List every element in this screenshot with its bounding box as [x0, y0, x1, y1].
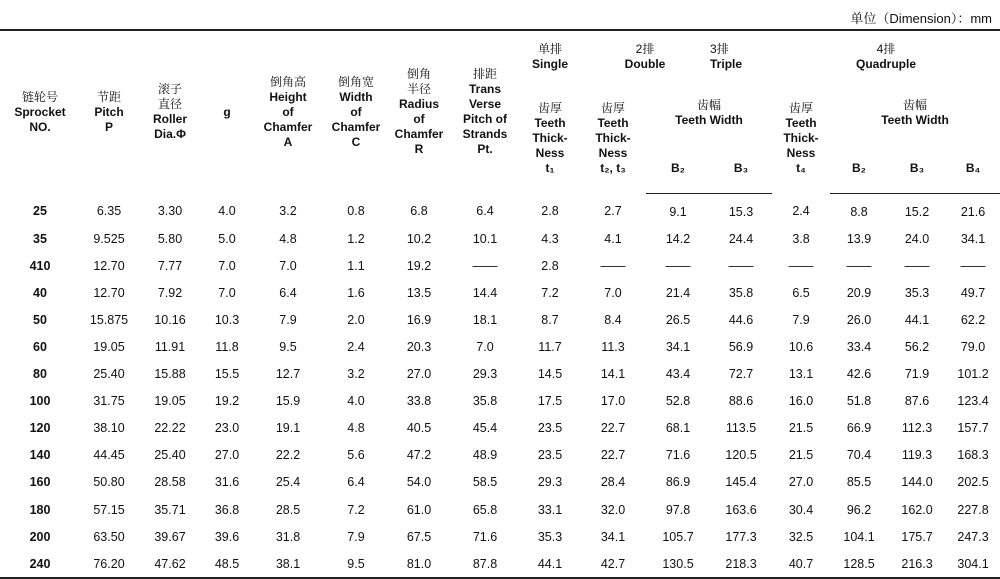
table-cell: 44.1	[537, 556, 563, 571]
table-cell: 87.6	[904, 394, 930, 409]
table-cell: 67.5	[406, 529, 432, 544]
table-cell: 19.1	[275, 421, 301, 436]
table-cell: 71.6	[472, 529, 498, 544]
table-cell: 39.6	[214, 529, 240, 544]
table-cell: 79.0	[960, 340, 986, 355]
table-cell: 6.4	[476, 204, 494, 219]
table-cell: 56.9	[728, 340, 754, 355]
table-cell: 9.5	[279, 340, 297, 355]
table-cell: 12.70	[93, 258, 125, 273]
table-cell: ——	[788, 258, 814, 273]
table-cell: 56.2	[904, 340, 930, 355]
table-cell: 216.3	[901, 556, 933, 571]
table-cell: 177.3	[725, 529, 757, 544]
table-cell: 7.0	[218, 285, 236, 300]
table-cell: 123.4	[957, 394, 989, 409]
table-cell: 66.9	[846, 421, 872, 436]
table-cell: 16.9	[406, 312, 432, 327]
table-cell: 101.2	[957, 367, 989, 382]
table-cell: 12.7	[275, 367, 301, 382]
table-cell: 30.4	[788, 502, 814, 517]
table-cell: 23.5	[537, 448, 563, 463]
table-cell: 31.8	[275, 529, 301, 544]
header-thickness-t4: 齿厚 Teeth Thick- Ness t₄	[783, 100, 819, 175]
table-cell: 1.6	[347, 285, 365, 300]
table-cell: 27.0	[214, 448, 240, 463]
table-cell: 18.1	[472, 312, 498, 327]
table-cell: 5.80	[157, 231, 183, 246]
table-cell: 15.3	[728, 204, 754, 219]
table-row	[0, 279, 1000, 306]
table-cell: 14.4	[472, 285, 498, 300]
table-cell: 76.20	[93, 556, 125, 571]
table-cell: 145.4	[725, 475, 757, 490]
table-cell: ——	[960, 258, 986, 273]
table-cell: 9.525	[93, 231, 125, 246]
header-pitch: 节距 Pitch P	[94, 89, 124, 134]
sprocket-no-cell: 60	[33, 340, 47, 355]
table-cell: 34.1	[665, 340, 691, 355]
table-cell: 57.15	[93, 502, 125, 517]
table-cell: 5.6	[347, 448, 365, 463]
table-cell: 22.2	[275, 448, 301, 463]
table-cell: 5.0	[218, 231, 236, 246]
header-sprocket-no: 链轮号 Sprocket NO.	[14, 89, 66, 134]
table-cell: 22.7	[600, 448, 626, 463]
header-b2: B₂	[646, 143, 710, 194]
table-cell: 15.88	[154, 367, 186, 382]
table-cell: 51.8	[846, 394, 872, 409]
table-cell: ——	[665, 258, 691, 273]
header-triple: 3排 Triple	[710, 42, 743, 71]
table-cell: 10.1	[472, 231, 498, 246]
table-cell: 47.2	[406, 448, 432, 463]
sprocket-no-cell: 35	[33, 231, 47, 246]
table-cell: 8.7	[541, 312, 559, 327]
table-row	[0, 496, 1000, 523]
table-cell: 28.4	[600, 475, 626, 490]
table-cell: 45.4	[472, 421, 498, 436]
table-cell: 24.0	[904, 231, 930, 246]
table-row	[0, 225, 1000, 252]
table-cell: 19.05	[93, 340, 125, 355]
table-cell: 15.875	[89, 312, 129, 327]
table-cell: 48.5	[214, 556, 240, 571]
table-cell: 26.0	[846, 312, 872, 327]
header-teeth-width-quad: 齿幅 Teeth Width	[881, 98, 949, 127]
header-thickness-t2-t3: 齿厚 Teeth Thick- Ness t₂, t₃	[595, 100, 631, 175]
table-cell: 68.1	[665, 421, 691, 436]
table-cell: 35.71	[154, 502, 186, 517]
table-cell: 10.3	[214, 312, 240, 327]
table-cell: ——	[846, 258, 872, 273]
table-cell: 113.5	[725, 421, 757, 436]
table-cell: 21.5	[788, 448, 814, 463]
header-single: 单排 Single	[531, 42, 568, 71]
table-cell: 54.0	[406, 475, 432, 490]
table-cell: 4.1	[604, 231, 622, 246]
table-cell: 23.0	[214, 421, 240, 436]
table-cell: 13.1	[788, 367, 814, 382]
table-cell: 28.5	[275, 502, 301, 517]
table-cell: 7.2	[347, 502, 365, 517]
table-cell: 2.4	[792, 204, 810, 219]
table-cell: 21.5	[788, 421, 814, 436]
table-cell: 7.0	[476, 340, 494, 355]
table-cell: 10.2	[406, 231, 432, 246]
table-cell: 23.5	[537, 421, 563, 436]
table-cell: 49.7	[960, 285, 986, 300]
header-quad-b3: B₃	[888, 143, 946, 194]
table-cell: 8.4	[604, 312, 622, 327]
table-cell: 4.0	[218, 204, 236, 219]
table-cell: 7.0	[279, 258, 297, 273]
table-cell: 17.5	[537, 394, 563, 409]
table-cell: 11.3	[601, 340, 625, 355]
table-cell: 42.6	[846, 367, 872, 382]
table-cell: 1.1	[347, 258, 365, 273]
table-row	[0, 333, 1000, 360]
table-cell: 31.6	[214, 475, 240, 490]
table-cell: 2.4	[347, 340, 365, 355]
table-cell: 11.7	[538, 340, 562, 355]
sprocket-no-cell: 25	[33, 204, 47, 219]
table-cell: 32.0	[600, 502, 626, 517]
table-cell: 7.77	[157, 258, 183, 273]
table-cell: 3.2	[347, 367, 365, 382]
table-cell: 26.5	[665, 312, 691, 327]
table-cell: 85.5	[846, 475, 872, 490]
table-cell: 17.0	[600, 394, 626, 409]
table-cell: 50.80	[93, 475, 125, 490]
table-cell: 14.1	[600, 367, 626, 382]
sprocket-no-cell: 200	[29, 529, 51, 544]
sprocket-no-cell: 160	[29, 475, 51, 490]
table-row	[0, 550, 1000, 578]
table-cell: 44.1	[904, 312, 930, 327]
header-teeth-width-double: 齿幅 Teeth Width	[675, 98, 743, 127]
table-cell: 36.8	[214, 502, 240, 517]
table-cell: 14.5	[537, 367, 563, 382]
table-cell: 24.4	[728, 231, 754, 246]
sprocket-no-cell: 410	[29, 258, 51, 273]
table-cell: 13.9	[846, 231, 872, 246]
table-cell: 120.5	[725, 448, 757, 463]
table-cell: 0.8	[347, 204, 365, 219]
table-row	[0, 252, 1000, 279]
unit-note: 单位（Dimension）：mm	[850, 11, 992, 26]
table-row	[0, 194, 1000, 226]
table-cell: 42.7	[600, 556, 626, 571]
table-cell: 47.62	[154, 556, 186, 571]
table-cell: 40.7	[788, 556, 814, 571]
sprocket-no-cell: 140	[29, 448, 51, 463]
table-cell: 25.4	[275, 475, 301, 490]
sprocket-no-cell: 180	[29, 502, 51, 517]
table-cell: ——	[728, 258, 754, 273]
table-cell: 16.0	[788, 394, 814, 409]
table-cell: 35.8	[472, 394, 498, 409]
table-cell: 31.75	[93, 394, 125, 409]
table-cell: 6.35	[96, 204, 122, 219]
table-cell: 3.8	[792, 231, 810, 246]
table-cell: 119.3	[901, 448, 933, 463]
table-cell: 162.0	[901, 502, 933, 517]
header-double: 2排 Double	[624, 42, 666, 71]
table-cell: 2.0	[347, 312, 365, 327]
table-cell: 4.8	[347, 421, 365, 436]
table-cell: 157.7	[957, 421, 989, 436]
table-cell: 7.2	[541, 285, 559, 300]
header-quadruple: 4排 Quadruple	[856, 42, 917, 71]
header-width-chamfer: 倒角宽 Width of Chamfer C	[331, 74, 381, 149]
table-cell: 7.9	[792, 312, 810, 327]
table-cell: 9.1	[669, 204, 687, 219]
table-cell: 7.92	[157, 285, 183, 300]
table-row	[0, 388, 1000, 415]
table-cell: 44.45	[93, 448, 125, 463]
table-cell: 304.1	[957, 556, 989, 571]
table-cell: 72.7	[728, 367, 754, 382]
table-cell: ——	[472, 258, 498, 273]
table-cell: 96.2	[846, 502, 872, 517]
table-cell: 22.22	[154, 421, 186, 436]
table-cell: 1.2	[347, 231, 365, 246]
table-cell: 6.8	[410, 204, 428, 219]
table-cell: 4.3	[541, 231, 559, 246]
table-cell: 218.3	[725, 556, 757, 571]
table-row	[0, 306, 1000, 333]
table-cell: 28.58	[154, 475, 186, 490]
table-cell: 130.5	[662, 556, 694, 571]
table-cell: 33.8	[406, 394, 432, 409]
table-cell: 63.50	[93, 529, 125, 544]
table-cell: 128.5	[843, 556, 875, 571]
table-cell: 21.4	[665, 285, 691, 300]
table-cell: 61.0	[406, 502, 432, 517]
table-cell: 70.4	[846, 448, 872, 463]
table-cell: 2.8	[541, 258, 559, 273]
table-cell: 25.40	[154, 448, 186, 463]
table-cell: 20.9	[846, 285, 872, 300]
table-cell: 104.1	[843, 529, 875, 544]
header-b3: B₃	[710, 143, 772, 194]
table-cell: 15.9	[275, 394, 301, 409]
table-cell: 88.6	[728, 394, 754, 409]
table-row	[0, 361, 1000, 388]
table-cell: 34.1	[960, 231, 986, 246]
header-thickness-t1: 齿厚 Teeth Thick- Ness t₁	[532, 100, 568, 175]
table-cell: 39.67	[154, 529, 186, 544]
table-cell: 3.30	[157, 204, 183, 219]
table-cell: 4.0	[347, 394, 365, 409]
table-cell: 29.3	[537, 475, 563, 490]
sprocket-no-cell: 80	[33, 367, 47, 382]
sprocket-dimension-table	[0, 29, 1000, 579]
table-cell: 12.70	[93, 285, 125, 300]
table-cell: 71.6	[665, 448, 691, 463]
table-cell: 86.9	[665, 475, 691, 490]
table-cell: 35.3	[537, 529, 563, 544]
table-row	[0, 469, 1000, 496]
table-cell: 10.16	[154, 312, 186, 327]
table-cell: 15.2	[904, 204, 930, 219]
table-cell: 87.8	[472, 556, 498, 571]
sprocket-no-cell: 40	[33, 285, 47, 300]
table-cell: 52.8	[665, 394, 691, 409]
table-cell: 33.1	[537, 502, 563, 517]
table-cell: 19.05	[154, 394, 186, 409]
table-cell: 6.4	[347, 475, 365, 490]
table-row	[0, 415, 1000, 442]
table-cell: 11.8	[215, 340, 239, 355]
table-cell: 8.8	[850, 204, 868, 219]
table-cell: 6.4	[279, 285, 297, 300]
table-cell: 97.8	[665, 502, 691, 517]
table-cell: 65.8	[472, 502, 498, 517]
table-cell: 6.5	[792, 285, 810, 300]
header-height-chamfer: 倒角高 Height of Chamfer A	[263, 74, 313, 149]
table-cell: 10.6	[788, 340, 814, 355]
sprocket-no-cell: 100	[29, 394, 51, 409]
table-cell: 19.2	[214, 394, 240, 409]
sprocket-no-cell: 240	[29, 556, 51, 571]
table-cell: 81.0	[406, 556, 432, 571]
table-cell: 62.2	[960, 312, 986, 327]
table-cell: 112.3	[901, 421, 933, 436]
sprocket-no-cell: 50	[33, 312, 47, 327]
header-roller-dia: 滚子 直径 Roller Dia.Φ	[152, 82, 187, 142]
table-cell: 43.4	[665, 367, 691, 382]
table-cell: 38.10	[93, 421, 125, 436]
table-cell: 38.1	[275, 556, 301, 571]
header-quad-b2: B₂	[830, 143, 888, 194]
table-cell: 7.9	[347, 529, 365, 544]
table-cell: 11.91	[154, 340, 186, 355]
table-cell: 2.8	[541, 204, 559, 219]
table-cell: 14.2	[665, 231, 691, 246]
table-cell: 48.9	[472, 448, 498, 463]
table-cell: 227.8	[957, 502, 989, 517]
table-cell: 144.0	[901, 475, 933, 490]
table-cell: 29.3	[472, 367, 498, 382]
table-cell: 25.40	[93, 367, 125, 382]
table-cell: 22.7	[600, 421, 626, 436]
table-cell: 3.2	[279, 204, 297, 219]
table-cell: 13.5	[406, 285, 432, 300]
table-cell: 35.3	[904, 285, 930, 300]
table-cell: 27.0	[406, 367, 432, 382]
table-cell: 15.5	[214, 367, 240, 382]
header-quad-b4: B₄	[946, 143, 1000, 194]
table-cell: 2.7	[604, 204, 622, 219]
sprocket-no-cell: 120	[29, 421, 51, 436]
table-cell: 168.3	[957, 448, 989, 463]
table-cell: 7.9	[279, 312, 297, 327]
table-cell: 105.7	[662, 529, 694, 544]
table-cell: 32.5	[788, 529, 814, 544]
table-cell: 40.5	[406, 421, 432, 436]
table-cell: 21.6	[960, 204, 986, 219]
table-cell: 58.5	[472, 475, 498, 490]
table-cell: 175.7	[901, 529, 933, 544]
table-row	[0, 523, 1000, 550]
table-cell: 71.9	[904, 367, 930, 382]
table-cell: ——	[600, 258, 626, 273]
table-cell: 163.6	[725, 502, 757, 517]
header-radius-chamfer: 倒角 半径 Radius of Chamfer R	[394, 67, 444, 157]
table-cell: 20.3	[406, 340, 432, 355]
header-transverse-pitch: 排距 Trans Verse Pitch of Strands Pt.	[462, 67, 508, 157]
table-body	[0, 194, 1000, 579]
table-cell: 202.5	[957, 475, 989, 490]
header-g: g	[223, 104, 231, 119]
table-cell: 4.8	[279, 231, 297, 246]
table-cell: 35.8	[728, 285, 754, 300]
table-cell: 27.0	[788, 475, 814, 490]
table-cell: 19.2	[406, 258, 432, 273]
table-cell: 247.3	[957, 529, 989, 544]
table-cell: 7.0	[218, 258, 236, 273]
table-row	[0, 442, 1000, 469]
table-cell: ——	[904, 258, 930, 273]
table-cell: 33.4	[846, 340, 872, 355]
table-cell: 7.0	[604, 285, 622, 300]
table-cell: 34.1	[600, 529, 626, 544]
table-cell: 44.6	[728, 312, 754, 327]
table-cell: 9.5	[347, 556, 365, 571]
